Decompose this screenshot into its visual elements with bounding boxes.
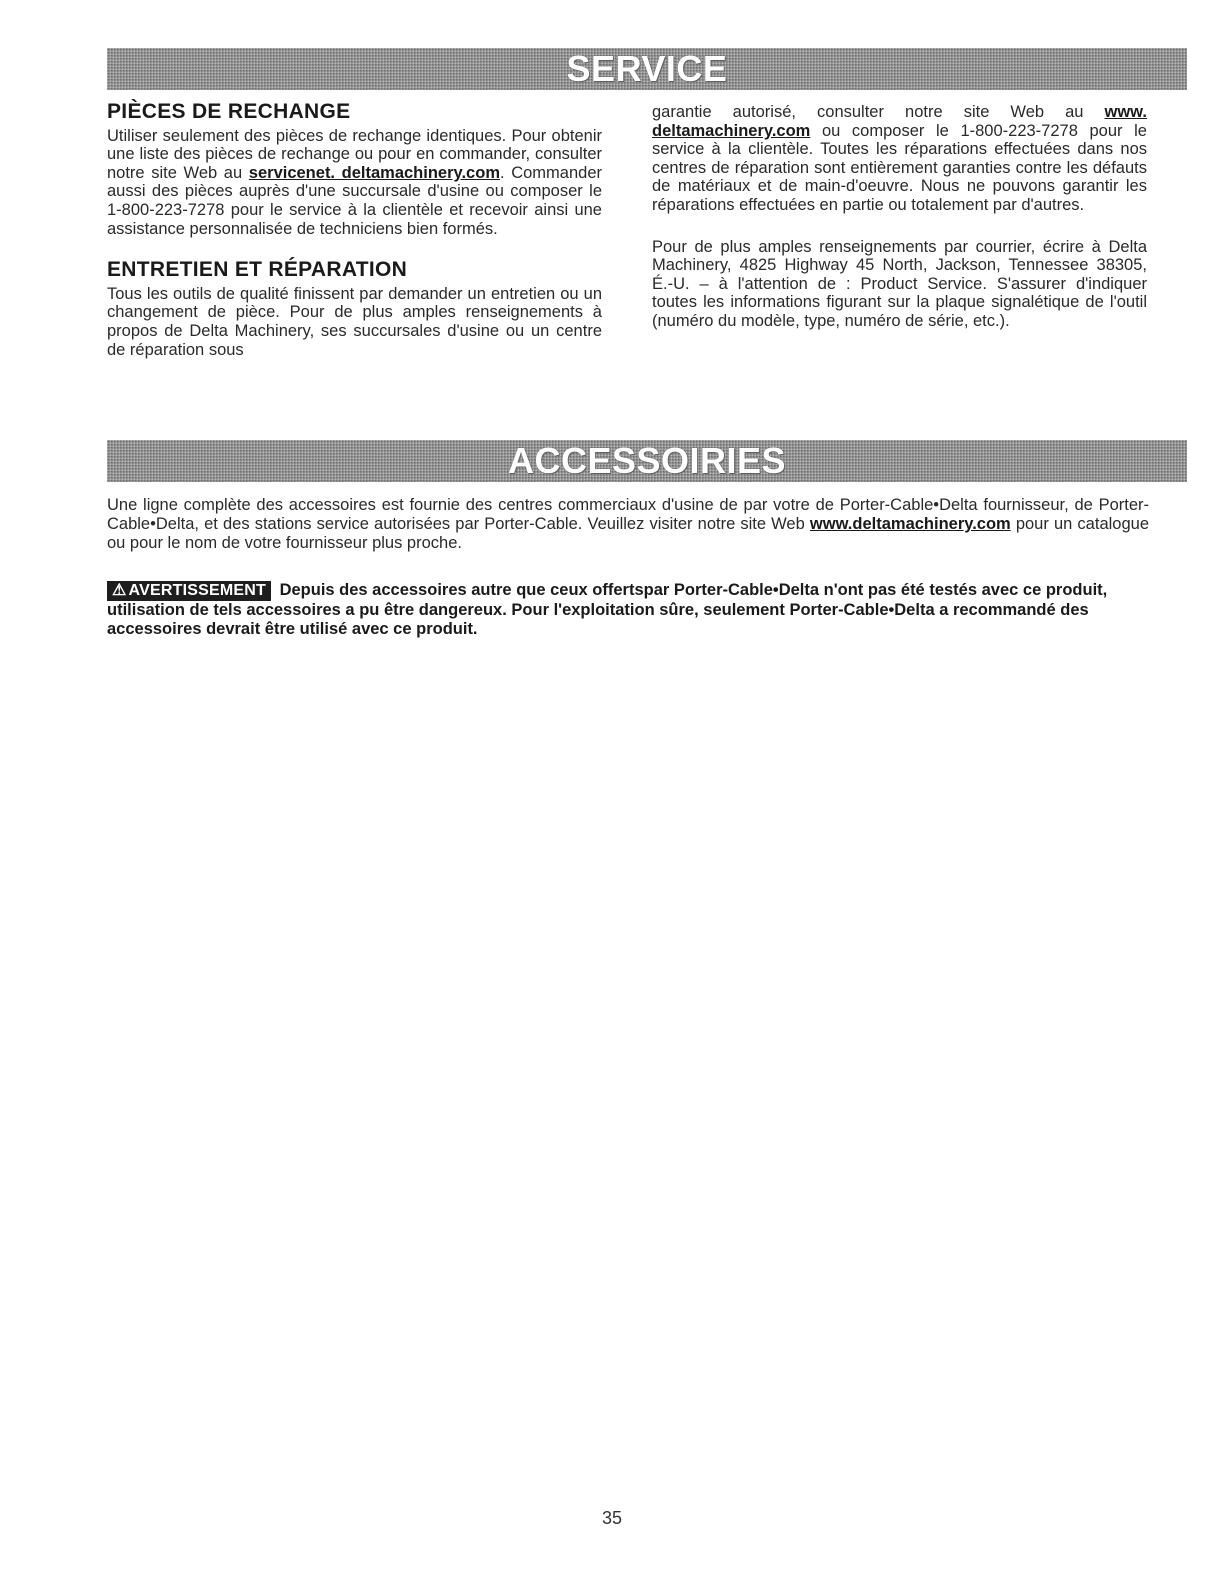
pieces-paragraph: [107, 127, 602, 239]
service-heading: SERVICE: [566, 48, 728, 89]
right-text-start: garantie autorisé, consulter notre site Web au: [652, 103, 1105, 121]
left-column: [107, 100, 602, 359]
warning-badge-label: AVERTISSEMENT: [128, 582, 266, 599]
accessoires-heading: ACCESSOIRIES: [507, 440, 787, 481]
accessoires-text-end: pour un catalogue ou pour le nom de votre fournisseur plus proche.: [107, 515, 1149, 552]
pieces-text-start: Utiliser seulement des pièces de rechange identiques. Pour obtenir une liste des pièces de rechange ou pour en commander, consulter notre site Web au: [107, 126, 602, 182]
warning-text: Depuis des accessoires autre que ceux offertspar Porter-Cable•Delta n'ont pas été testés avec ce produit, utilisation de tels accessoires a pu être dangereux. Pour l'exploitation sûre, seulement Porter-Cable•Delta a recommandé des accessoires devrait être utilisé avec ce produit.: [107, 581, 1108, 638]
accessoires-link[interactable]: www.deltamachinery.com: [809, 515, 1011, 533]
service-banner: [107, 48, 1187, 90]
page-number: 35: [601, 1508, 623, 1528]
warning-triangle-icon: ⚠: [112, 582, 127, 599]
entretien-paragraph: Tous les outils de qualité finissent par demander un entretien ou un changement de pièce. Pour de plus amples renseignements à propos de Delta Machinery, ses succursales d'usine ou un centre de réparation sous: [107, 284, 602, 359]
entretien-heading: ENTRETIEN ET RÉPARATION: [107, 258, 408, 282]
accessoires-banner: [107, 440, 1187, 482]
accessoires-paragraph: [107, 496, 1149, 553]
right-paragraph-2: Pour de plus amples renseignements par courrier, écrire à Delta Machinery, 4825 Highway 45 North, Jackson, Tennessee 38305, É.-U. – à l'attention de : Product Service. S'assurer d'indiquer toutes les informations figurant sur la plaque signalétique de l'outil (numéro du modèle, type, numéro de série, etc.).: [652, 237, 1147, 330]
warning-paragraph: [107, 581, 1149, 639]
accessoires-text-start: Une ligne complète des accessoires est fournie des centres commerciaux d'usine de par votre de Porter-Cable•Delta fournisseur, de Porter-Cable•Delta, et des stations service autorisées par Porter-Cable. Veuillez visiter notre site Web: [107, 496, 1149, 533]
right-column: [652, 103, 1147, 331]
right-paragraph-1: [652, 103, 1147, 215]
deltamachinery-link[interactable]: www. deltamachinery.com: [652, 103, 1147, 140]
warning-badge: [107, 581, 271, 601]
pieces-text-end: . Commander aussi des pièces auprès d'une succursale d'usine ou composer le 1-800-223-7278 pour le service à la clientèle et recevoir ainsi une assistance personnalisée de techniciens bien formés.: [107, 163, 602, 238]
servicenet-link[interactable]: servicenet. deltamachinery.com: [248, 163, 500, 182]
right-text-end: ou composer le 1-800-223-7278 pour le service à la clientèle. Toutes les réparations effectuées dans nos centres de réparation sont entièrement garanties contre les défauts de matériaux et de main-d'oeuvre. Nous ne pouvons garantir les réparations effectuées en partie ou totalement par d'autres.: [652, 121, 1147, 214]
pieces-heading: PIÈCES DE RECHANGE: [107, 100, 351, 123]
